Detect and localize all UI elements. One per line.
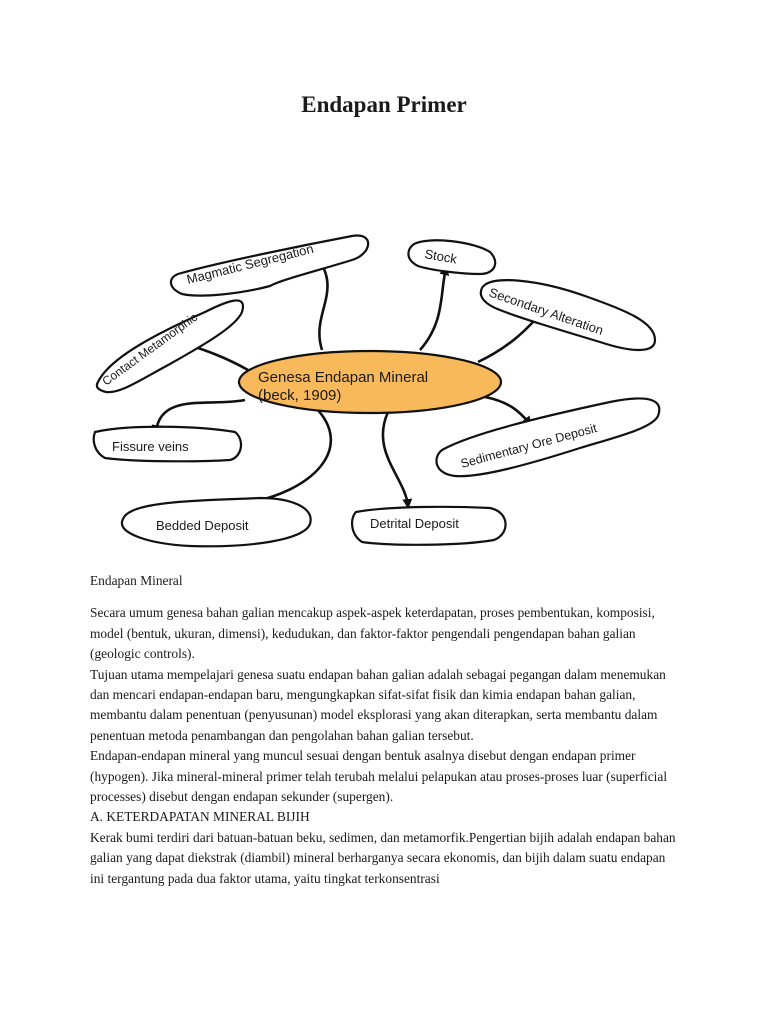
node-bedded-deposit xyxy=(122,498,311,546)
node-magmatic-segregation xyxy=(171,236,368,296)
node-label-fissure: Fissure veins xyxy=(112,439,189,454)
document-body xyxy=(90,571,680,889)
subheading: Endapan Mineral xyxy=(90,573,183,588)
node-sedimentary-ore-deposit xyxy=(436,398,659,476)
arrow-to-detrital xyxy=(383,412,408,506)
node-label-detrital: Detrital Deposit xyxy=(370,516,459,531)
paragraph-1: Secara umum genesa bahan galian mencakup aspek-aspek keterdapatan, proses pembentukan, komposisi, model (bentuk, ukuran, dimensi), kedudukan, dan faktor-faktor pengendali pengendapan bahan galian (geologic controls). xyxy=(90,605,655,662)
page-title: Endapan Primer xyxy=(301,92,467,117)
center-label-line2: (beck, 1909) xyxy=(258,387,342,404)
node-label-secondary: Secondary Alteration xyxy=(487,284,606,338)
node-detrital-deposit xyxy=(352,507,505,545)
node-label-sedimentary: Sedimentary Ore Deposit xyxy=(459,421,599,471)
section-paragraph: Kerak bumi terdiri dari batuan-batuan beku, sedimen, dan metamorfik.Pengertian bijih adalah endapan bahan galian yang dapat diekstrak (diambil) mineral berharganya secara ekonomis, dan bijih dalam suatu endapan ini tergantung pada dua faktor utama, yaitu tingkat terkonsentrasi xyxy=(90,829,676,886)
arrow-to-stock xyxy=(420,268,446,350)
node-fissure-veins xyxy=(94,427,241,462)
node-label-contact: Contact Metamorphic xyxy=(99,310,201,389)
node-label-magmatic: Magmatic Segregation xyxy=(185,240,315,287)
genesis-mind-map xyxy=(90,222,670,558)
arrow-to-sedimentary xyxy=(485,397,530,424)
arrow-to-bedded xyxy=(242,407,331,504)
node-contact-metamorphic xyxy=(97,300,243,392)
node-label-bedded: Bedded Deposit xyxy=(156,518,249,533)
node-stock xyxy=(408,240,495,274)
center-label-line1: Genesa Endapan Mineral xyxy=(258,369,429,386)
paragraph-2: Tujuan utama mempelajari genesa suatu endapan bahan galian adalah sebagai pegangan dalam menemukan dan mencari endapan-endapan baru, mengungkapkan sifat-sifat fisik dan kimia endapan bahan galian, membantu dalam penentuan (penyusunan) model eksplorasi yang akan diterapkan, serta membantu dalam penentuan metoda penambangan dan pengolahan bahan galian tersebut. xyxy=(90,666,666,743)
section-heading: A. KETERDAPATAN MINERAL BIJIH xyxy=(90,809,310,825)
node-label-stock: Stock xyxy=(423,246,459,267)
node-secondary-alteration xyxy=(481,280,655,350)
paragraph-3: Endapan-endapan mineral yang muncul sesuai dengan bentuk asalnya disebut dengan endapan primer (hypogen). Jika mineral-mineral primer telah terubah melalui pelapukan atau proses-proses luar (superficial processes) disebut dengan endapan sekunder (supergen). xyxy=(90,748,668,805)
